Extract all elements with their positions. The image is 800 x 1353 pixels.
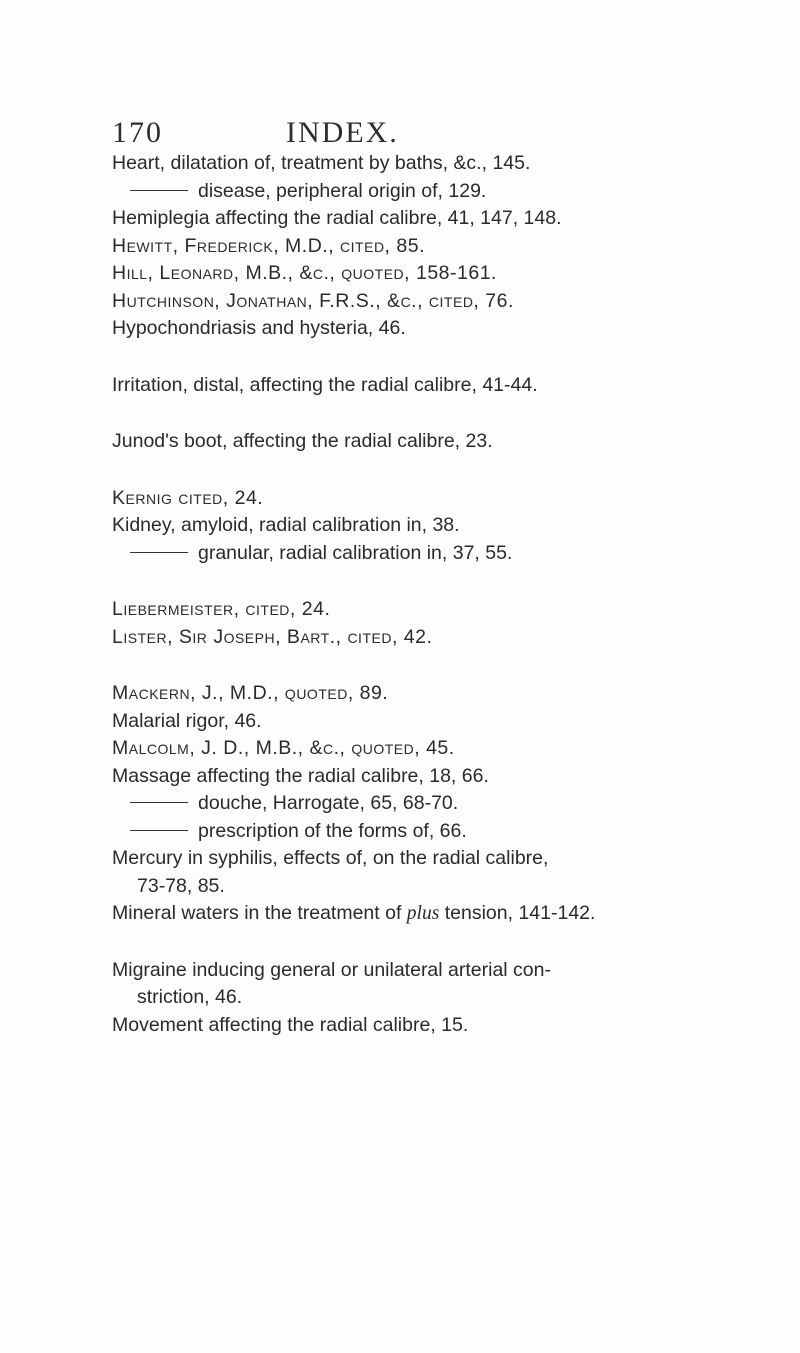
index-entries <box>112 150 792 1039</box>
index-entry: Movement affecting the radial calibre, 15. <box>112 1013 469 1036</box>
page-number: 170 <box>112 116 163 149</box>
index-entry: Mackern, J., M.D., quoted, 89. <box>112 682 389 704</box>
index-entry: Hemiplegia affecting the radial calibre, 41, 147, 148. <box>112 207 562 229</box>
index-entry: Mercury in syphilis, effects of, on the radial calibre, <box>112 847 549 869</box>
index-entry: Hutchinson, Jonathan, F.R.S., &c., cited, 76. <box>112 289 514 312</box>
index-entry: Migraine inducing general or unilateral arterial con- <box>112 958 551 981</box>
dash-rule <box>130 190 188 191</box>
index-subentry: douche, Harrogate, 65, 68-70. <box>112 790 792 818</box>
index-entry: Hewitt, Frederick, M.D., cited, 85. <box>112 234 425 257</box>
index-entry: Kidney, amyloid, radial calibration in, 38. <box>112 514 460 536</box>
index-entry: Malcolm, J. D., M.B., &c., quoted, 45. <box>112 737 455 759</box>
index-entry: Hill, Leonard, M.B., &c., quoted, 158-161. <box>112 262 497 284</box>
index-entry: Liebermeister, cited, 24. <box>112 598 331 620</box>
index-entry-continuation: 73-78, 85. <box>137 874 225 897</box>
dash-rule <box>130 830 188 831</box>
dash-rule <box>130 802 188 803</box>
index-subentry: granular, radial calibration in, 37, 55. <box>112 540 792 568</box>
index-entry: Irritation, distal, affecting the radial calibre, 41-44. <box>112 373 538 396</box>
page-header <box>112 116 712 150</box>
index-entry: Lister, Sir Joseph, Bart., cited, 42. <box>112 625 433 648</box>
index-entry: Malarial rigor, 46. <box>112 709 262 732</box>
index-entry: Massage affecting the radial calibre, 18, 66. <box>112 764 489 787</box>
index-entry: Hypochondriasis and hysteria, 46. <box>112 317 406 339</box>
dash-rule <box>130 552 188 553</box>
index-subentry: disease, peripheral origin of, 129. <box>112 178 792 206</box>
index-entry: Heart, dilatation of, treatment by baths, &c., 145. <box>112 152 531 174</box>
index-entry: Junod's boot, affecting the radial calibre, 23. <box>112 430 493 452</box>
page-title: INDEX. <box>286 116 399 149</box>
index-subentry: prescription of the forms of, 66. <box>112 818 792 846</box>
index-entry: Mineral waters in the treatment of plus tension, 141-142. <box>112 902 596 924</box>
index-entry: Kernig cited, 24. <box>112 486 264 509</box>
index-entry-continuation: striction, 46. <box>137 986 243 1008</box>
